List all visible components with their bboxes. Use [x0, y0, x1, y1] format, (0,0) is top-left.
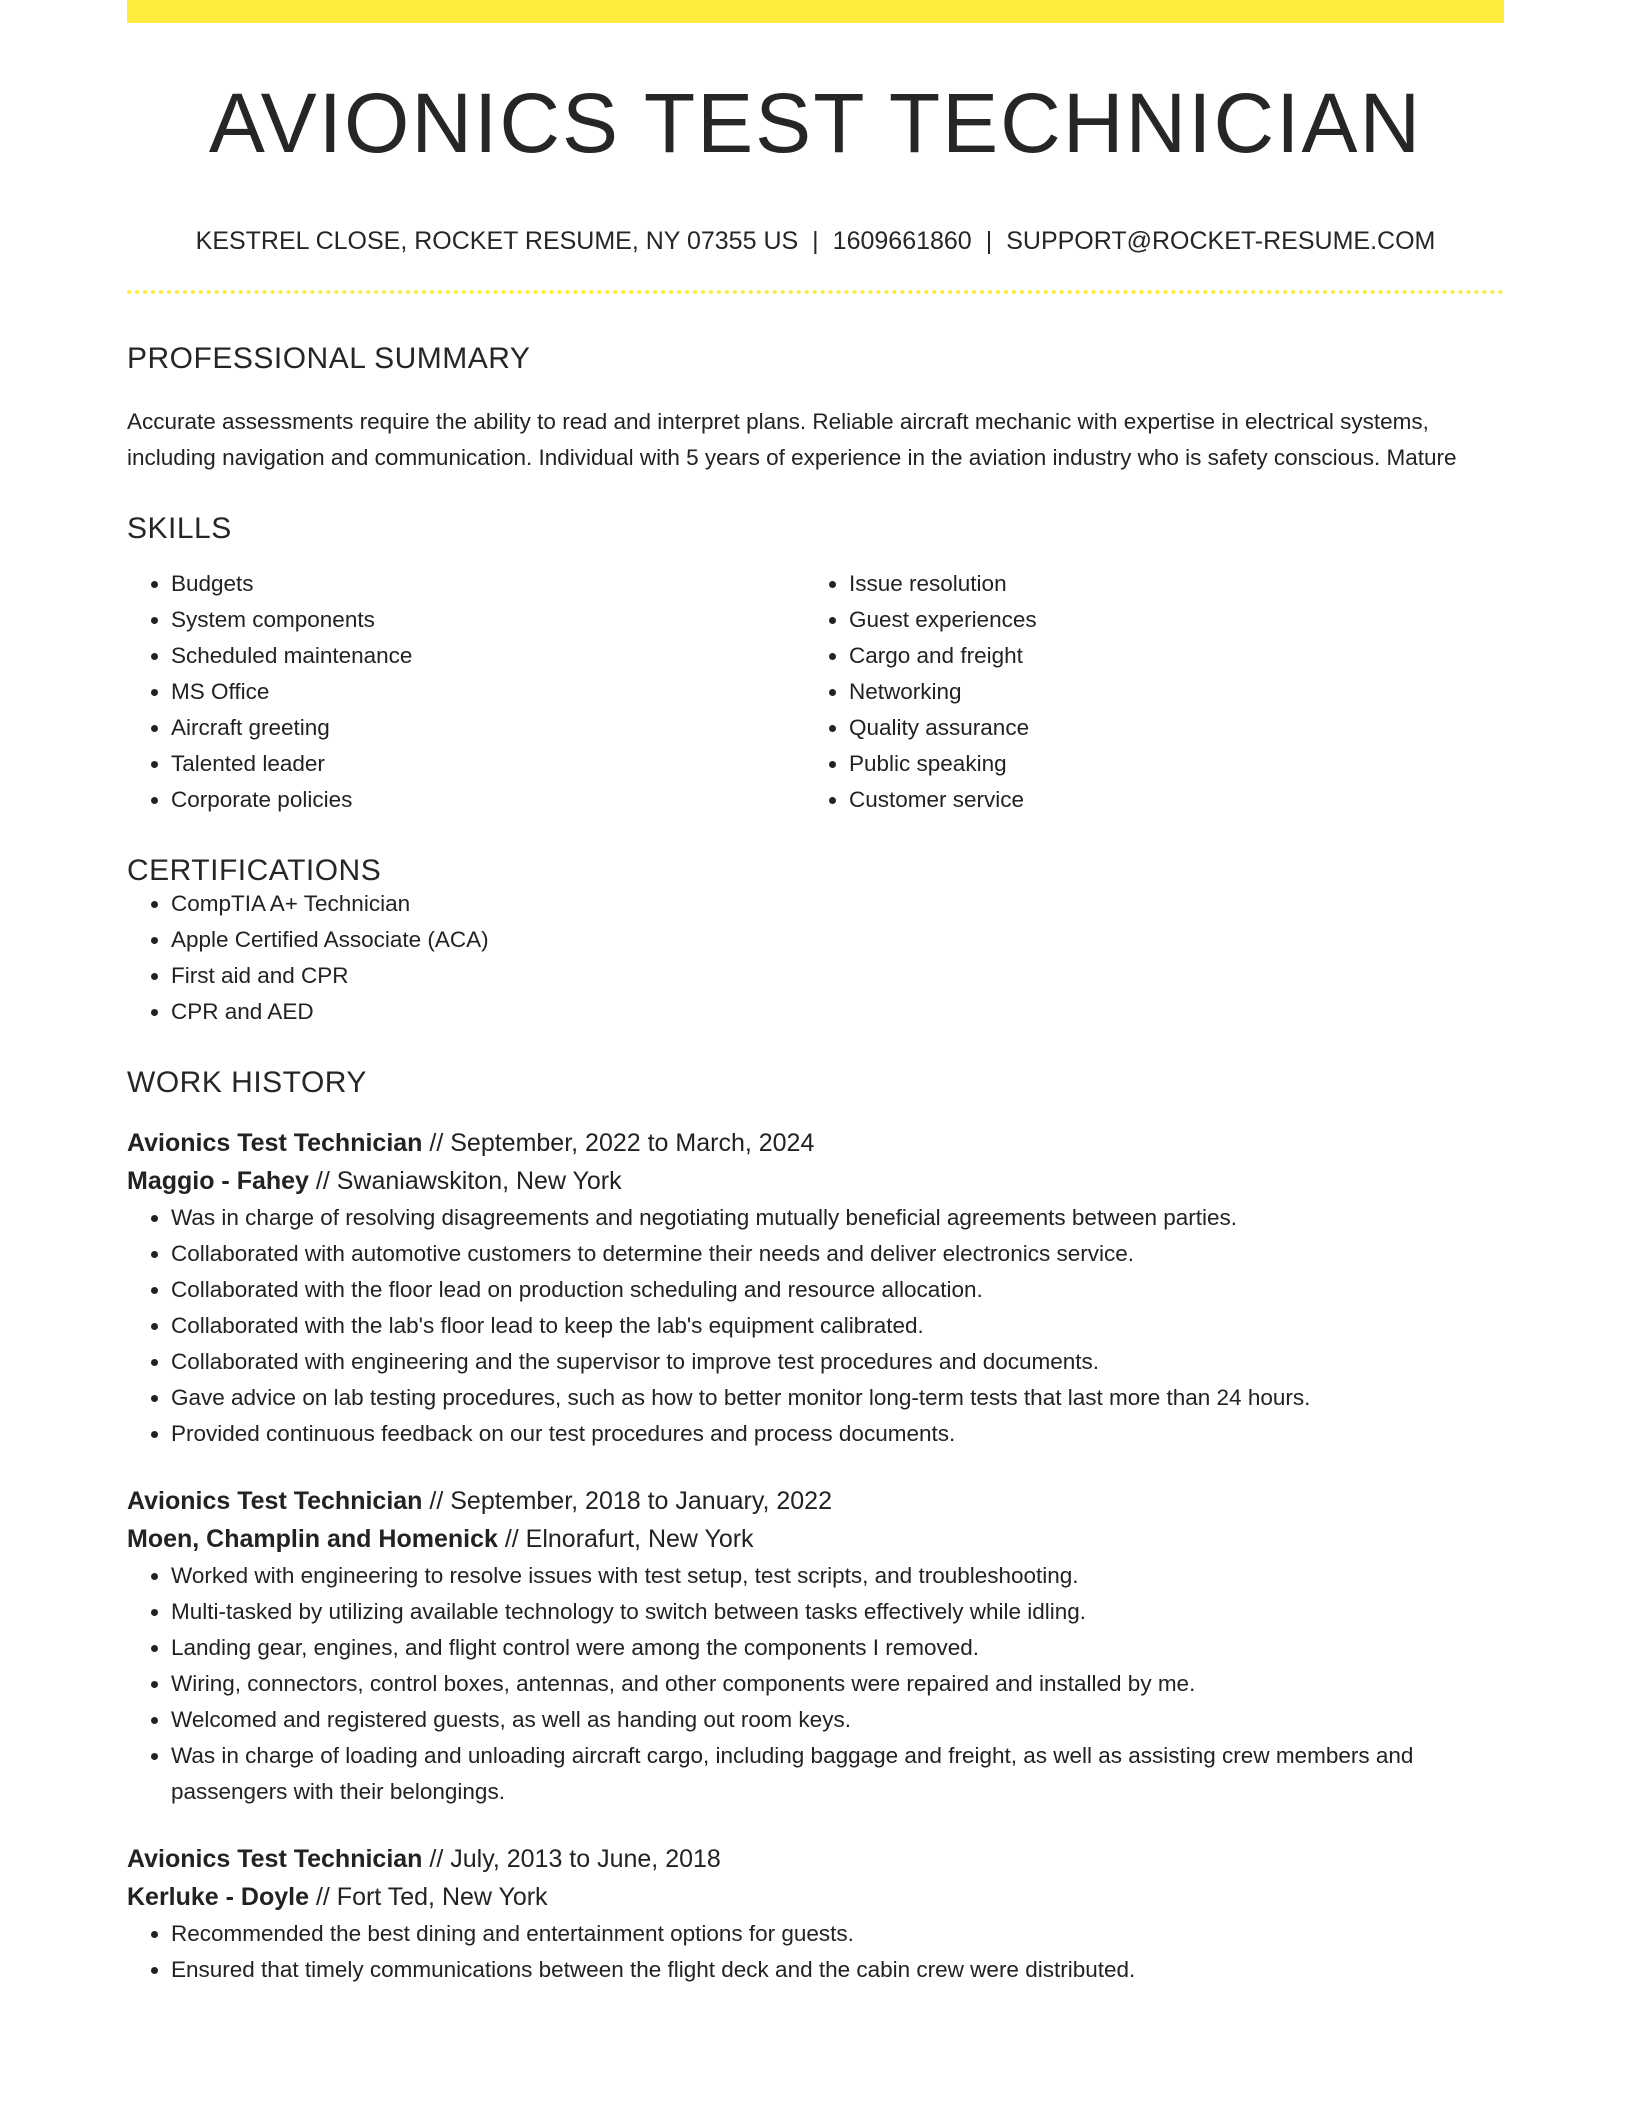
- job-role: Avionics Test Technician: [127, 1487, 423, 1515]
- summary-heading: PROFESSIONAL SUMMARY: [127, 342, 531, 375]
- top-accent-bar: [127, 0, 1504, 23]
- job-title-line: [127, 1482, 1504, 1520]
- skills-list: [127, 566, 1504, 818]
- job-duty: • Collaborated with the lab's floor lead to keep the lab's equipment calibrated.: [171, 1308, 1504, 1344]
- job-duty: • Collaborated with engineering and the supervisor to improve test procedures and documents.: [171, 1344, 1504, 1380]
- skills-column-right: [805, 566, 1483, 818]
- skill-item: • Aircraft greeting: [171, 710, 805, 746]
- job-duty: • Welcomed and registered guests, as well as handing out room keys.: [171, 1702, 1504, 1738]
- job-duty: • Ensured that timely communications between the flight deck and the cabin crew were distributed.: [171, 1952, 1504, 1988]
- job-duty: • Was in charge of loading and unloading aircraft cargo, including baggage and freight, as well as assisting crew members and passengers with their belongings.: [171, 1738, 1504, 1810]
- certification-item: • CPR and AED: [171, 994, 1504, 1030]
- certification-item: • Apple Certified Associate (ACA): [171, 922, 1504, 958]
- job-duty: • Gave advice on lab testing procedures, such as how to better monitor long-term tests that last more than 24 hours.: [171, 1380, 1504, 1416]
- job-company: Maggio - Fahey: [127, 1167, 309, 1195]
- resume-name: AVIONICS TEST TECHNICIAN: [208, 76, 1423, 170]
- job-duty: • Recommended the best dining and entertainment options for guests.: [171, 1916, 1504, 1952]
- skills-column-left: [127, 566, 805, 818]
- contact-phone: 1609661860: [832, 227, 972, 255]
- skill-item: • Cargo and freight: [849, 638, 1483, 674]
- job-dates: // September, 2018 to January, 2022: [429, 1487, 832, 1515]
- job-role: Avionics Test Technician: [127, 1845, 423, 1873]
- job-location: // Elnorafurt, New York: [504, 1525, 754, 1553]
- job-entry: [127, 1840, 1504, 1988]
- job-duties-list: [127, 1200, 1504, 1452]
- job-duties-list: [127, 1916, 1504, 1988]
- skill-item: • Corporate policies: [171, 782, 805, 818]
- job-company: Moen, Champlin and Homenick: [127, 1525, 498, 1553]
- skill-item: • Talented leader: [171, 746, 805, 782]
- skill-item: • Quality assurance: [849, 710, 1483, 746]
- contact-separator: |: [812, 227, 819, 255]
- job-duty: • Wiring, connectors, control boxes, antennas, and other components were repaired and installed by me.: [171, 1666, 1504, 1702]
- job-duties-list: [127, 1558, 1504, 1810]
- job-title-line: [127, 1840, 1504, 1878]
- job-duty: • Multi-tasked by utilizing available technology to switch between tasks effectively while idling.: [171, 1594, 1504, 1630]
- certifications-heading: CERTIFICATIONS: [127, 854, 382, 887]
- certification-item: • CompTIA A+ Technician: [171, 886, 1504, 922]
- job-company-line: [127, 1520, 1504, 1558]
- certifications-list: [127, 886, 1504, 1030]
- job-duty: • Was in charge of resolving disagreements and negotiating mutually beneficial agreements between parties.: [171, 1200, 1504, 1236]
- job-company: Kerluke - Doyle: [127, 1883, 310, 1911]
- job-company-line: [127, 1878, 1504, 1916]
- contact-line: [127, 229, 1504, 254]
- job-title-line: [127, 1124, 1504, 1162]
- skill-item: • Public speaking: [849, 746, 1483, 782]
- skill-item: • System components: [171, 602, 805, 638]
- skill-item: • Issue resolution: [849, 566, 1483, 602]
- skill-item: • Budgets: [171, 566, 805, 602]
- skill-item: • Customer service: [849, 782, 1483, 818]
- job-duty: • Worked with engineering to resolve issues with test setup, test scripts, and troubleshooting.: [171, 1558, 1504, 1594]
- certification-item: • First aid and CPR: [171, 958, 1504, 994]
- work-history-heading: WORK HISTORY: [127, 1066, 367, 1099]
- job-role: Avionics Test Technician: [127, 1129, 423, 1157]
- job-location: // Fort Ted, New York: [315, 1883, 548, 1911]
- job-dates: // July, 2013 to June, 2018: [429, 1845, 721, 1873]
- job-dates: // September, 2022 to March, 2024: [429, 1129, 815, 1157]
- job-location: // Swaniawskiton, New York: [315, 1167, 622, 1195]
- skills-heading: SKILLS: [127, 512, 232, 545]
- job-company-line: [127, 1162, 1504, 1200]
- job-duty: • Collaborated with the floor lead on production scheduling and resource allocation.: [171, 1272, 1504, 1308]
- job-entry: [127, 1482, 1504, 1810]
- resume-page: [127, 0, 1504, 1988]
- skill-item: • Scheduled maintenance: [171, 638, 805, 674]
- job-entry: [127, 1124, 1504, 1452]
- header-divider: [127, 290, 1504, 294]
- contact-email: SUPPORT@ROCKET-RESUME.COM: [1006, 227, 1436, 255]
- job-duty: • Landing gear, engines, and flight control were among the components I removed.: [171, 1630, 1504, 1666]
- skill-item: • MS Office: [171, 674, 805, 710]
- job-duty: • Collaborated with automotive customers to determine their needs and deliver electronics service.: [171, 1236, 1504, 1272]
- skill-item: • Guest experiences: [849, 602, 1483, 638]
- contact-separator: |: [985, 227, 993, 255]
- skill-item: • Networking: [849, 674, 1483, 710]
- job-duty: • Provided continuous feedback on our test procedures and process documents.: [171, 1416, 1504, 1452]
- summary-text: Accurate assessments require the ability to read and interpret plans. Reliable aircraft mechanic with expertise in electrical systems, including navigation and communication. Individual with 5 years of experience in the aviation industry who is safety conscious. Mature: [127, 409, 1457, 470]
- contact-address: KESTREL CLOSE, ROCKET RESUME, NY 07355 US: [195, 227, 799, 255]
